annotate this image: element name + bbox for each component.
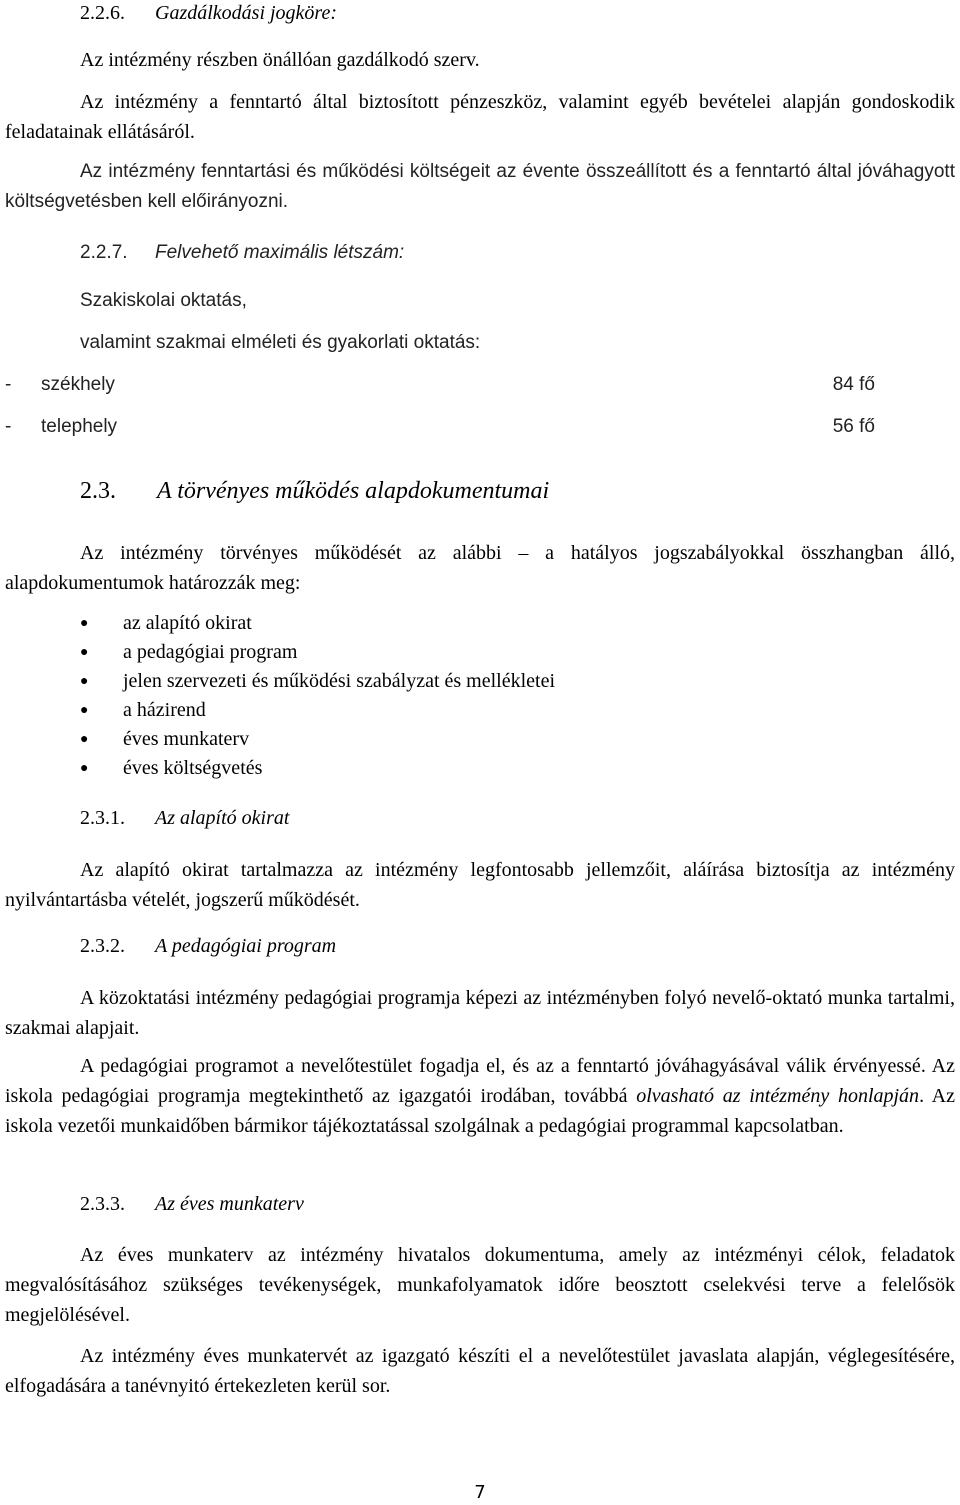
dash-marker: -: [5, 416, 12, 437]
list-item: ● az alapító okirat: [80, 612, 252, 634]
section-heading-2-3-2: [80, 933, 336, 959]
capacity-row-site: [5, 415, 875, 439]
section-number: 2.2.6.: [80, 2, 125, 24]
list-item: ● jelen szervezeti és működési szabályzat és mellékletei: [80, 670, 556, 692]
section-number: 2.3.: [80, 478, 116, 504]
list-item: ● a házirend: [80, 699, 206, 721]
paragraph-annual-plan: Az éves munkaterv az intézmény hivatalos dokumentuma, amely az intézményi célok, feladatok megvalósításához szükséges tevékenységek, munkafolyamatok időre beosztott cselekvési terve a felelősök megjelölésével.: [5, 1244, 955, 1326]
section-title: Felvehető maximális létszám:: [155, 242, 405, 263]
page-number: 7: [474, 1482, 486, 1503]
bullet-icon: ●: [80, 645, 89, 660]
list-item: ● a pedagógiai program: [80, 641, 298, 663]
capacity-value: 84 fő: [832, 374, 875, 395]
section-number: 2.2.7.: [80, 242, 128, 263]
section-number: 2.3.1.: [80, 807, 125, 829]
section-heading-2-2-7: [80, 240, 404, 266]
section-title: A törvényes működés alapdokumentumai: [157, 478, 550, 504]
paragraph-legal-basis: Az intézmény törvényes működését az alábbi – a hatályos jogszabályokkal összhangban álló, alapdokumentumok határozzák meg:: [5, 542, 955, 594]
section-heading-2-3: [80, 478, 549, 504]
paragraph-program-approval: A pedagógiai programot a nevelőtestület fogadja el, és az a fenntartó jóváhagyásával válik érvényessé. Az iskola pedagógiai programja megtekinthető az igazgatói irodában, továbbá olvasható az intézmény honlapján. Az iskola vezetői munkaidőben bármikor tájékoztatással szolgálnak a pedagógiai programmal kapcsolatban.: [5, 1055, 956, 1137]
capacity-row-seat: [5, 373, 875, 397]
paragraph-self-managed: Az intézmény részben önállóan gazdálkodó szerv.: [80, 49, 480, 71]
section-title: A pedagógiai program: [155, 935, 337, 957]
section-number: 2.3.3.: [80, 1193, 125, 1215]
list-item: ● éves költségvetés: [80, 757, 263, 779]
capacity-value: 56 fő: [832, 416, 875, 437]
bullet-icon: ●: [80, 761, 89, 776]
dash-marker: -: [5, 374, 12, 395]
section-heading-2-2-6: [80, 0, 337, 26]
paragraph-founding-document: Az alapító okirat tartalmazza az intézmény legfontosabb jellemzőit, aláírása biztosítja az intézmény nyilvántartásba vételét, jogszerű működését.: [5, 859, 955, 911]
capacity-line-1: Szakiskolai oktatás,: [80, 290, 247, 311]
paragraph-funding: Az intézmény a fenntartó által biztosított pénzeszköz, valamint egyéb bevételei alapján gondoskodik feladatainak ellátásáról.: [5, 91, 955, 143]
capacity-line-2: valamint szakmai elméleti és gyakorlati oktatás:: [80, 332, 481, 353]
section-title: Az éves munkaterv: [155, 1193, 304, 1215]
bullet-icon: ●: [80, 616, 89, 631]
paragraph-budget: Az intézmény fenntartási és működési költségeit az évente összeállított és a fenntartó által jóváhagyott költségvetésben kell előirányozni.: [5, 161, 955, 212]
section-heading-2-3-1: [80, 805, 289, 831]
bullet-icon: ●: [80, 674, 89, 689]
section-heading-2-3-3: [80, 1191, 304, 1217]
section-number: 2.3.2.: [80, 935, 125, 957]
section-title: Az alapító okirat: [155, 807, 290, 829]
section-title: Gazdálkodási jogköre:: [155, 2, 338, 24]
paragraph-annual-plan-approval: Az intézmény éves munkatervét az igazgató készíti el a nevelőtestület javaslata alapján, véglegesítésére, elfogadására a tanévnyitó értekezleten kerül sor.: [5, 1345, 955, 1397]
capacity-label: telephely: [41, 416, 118, 437]
bullet-icon: ●: [80, 703, 89, 718]
list-item: ● éves munkaterv: [80, 728, 250, 750]
website-reference: olvasható az intézmény honlapján: [636, 1085, 920, 1107]
bullet-icon: ●: [80, 732, 89, 747]
paragraph-pedagogical-program: A közoktatási intézmény pedagógiai programja képezi az intézményben folyó nevelő-oktató munka tartalmi, szakmai alapjait.: [5, 987, 955, 1039]
capacity-label: székhely: [41, 374, 115, 395]
